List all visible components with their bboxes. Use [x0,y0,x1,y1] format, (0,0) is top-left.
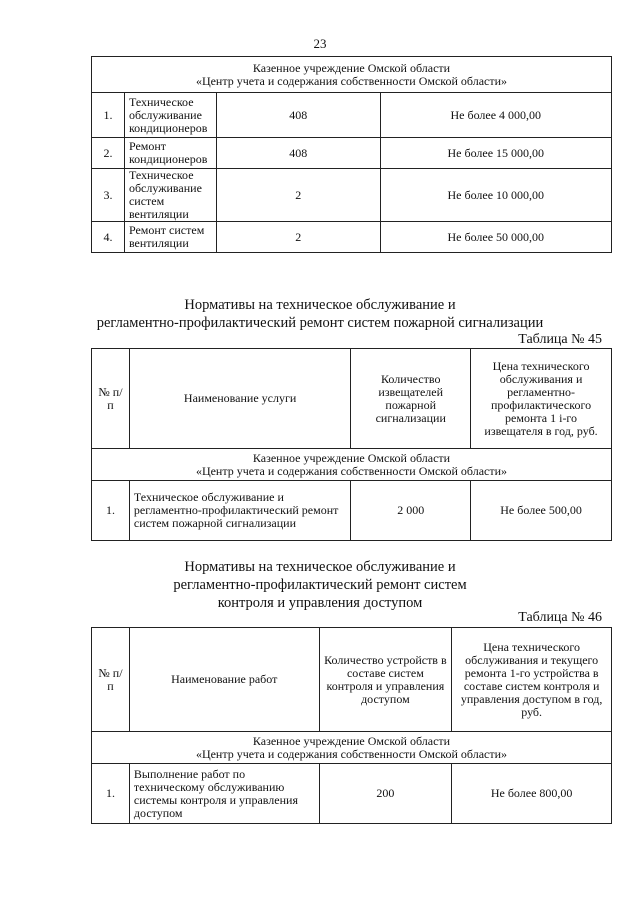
section-cell [92,449,612,481]
row-quantity: 408 [216,138,380,169]
table-row [92,222,612,253]
table-row [92,481,612,541]
header-number: № п/п [92,349,130,449]
row-number: 2. [92,138,125,169]
section-cell [92,57,612,93]
table-section-row [92,449,612,481]
section-line-1: Казенное учреждение Омской области [252,733,451,748]
row-quantity: 2 [216,169,380,222]
table-header-row [92,349,612,449]
page-number: 23 [313,36,327,51]
row-name: Техническое обслуживание и регламентно-профилактический ремонт систем пожарной сигнализации [129,481,350,541]
row-number: 1. [92,764,130,824]
table-section-row [92,732,612,764]
section-line-2: «Центр учета и содержания собственности Омской области» [195,73,508,88]
row-name: Выполнение работ по техническому обслуживанию системы контроля и управления доступом [129,764,319,824]
row-price: Не более 500,00 [471,481,612,541]
row-quantity: 408 [216,93,380,138]
header-price: Цена технического обслуживания и текущего ремонта 1-го устройства в составе систем контроля и управления доступом в год, руб. [452,628,612,732]
table-46 [91,627,612,824]
row-number: 1. [92,93,125,138]
header-quantity: Количество устройств в составе систем контроля и управления доступом [319,628,452,732]
row-price: Не более 4 000,00 [380,93,611,138]
row-quantity: 2 000 [351,481,471,541]
header-name: Наименование услуги [129,349,350,449]
row-name: Техническое обслуживание кондиционеров [124,93,216,138]
header-number: № п/п [92,628,130,732]
row-quantity: 2 [216,222,380,253]
heading-line-1: Нормативы на техническое обслуживание и [184,297,456,313]
heading-line-3: контроля и управления доступом [217,595,423,611]
row-quantity: 200 [319,764,452,824]
section46-heading [0,558,640,612]
section-line-2: «Центр учета и содержания собственности Омской области» [195,746,508,761]
section-line-2: «Центр учета и содержания собственности Омской области» [195,463,508,478]
table-section-row [92,57,612,93]
row-number: 1. [92,481,130,541]
table-row [92,93,612,138]
row-number: 4. [92,222,125,253]
heading-line-2: регламентно-профилактический ремонт систем [173,577,467,593]
heading-line-2: регламентно-профилактический ремонт систем пожарной сигнализации [96,315,544,331]
heading-line-1: Нормативы на техническое обслуживание и [184,559,456,575]
row-number: 3. [92,169,125,222]
table-header-row [92,628,612,732]
row-price: Не более 50 000,00 [380,222,611,253]
section-line-1: Казенное учреждение Омской области [252,60,451,75]
header-price: Цена технического обслуживания и регламентно-профилактического ремонта 1 i-го извещателя в год, руб. [471,349,612,449]
row-price: Не более 15 000,00 [380,138,611,169]
table-row [92,764,612,824]
section45-heading [0,296,640,332]
header-quantity: Количество извещателей пожарной сигнализации [351,349,471,449]
table-45-label: Таблица № 45 [518,332,602,347]
table-conditioners [91,56,612,253]
row-name: Техническое обслуживание систем вентиляции [124,169,216,222]
row-name: Ремонт систем вентиляции [124,222,216,253]
section-cell [92,732,612,764]
table-row [92,169,612,222]
table-row [92,138,612,169]
row-price: Не более 800,00 [452,764,612,824]
header-name: Наименование работ [129,628,319,732]
row-name: Ремонт кондиционеров [124,138,216,169]
table-46-label: Таблица № 46 [518,610,602,625]
table-45 [91,348,612,541]
row-price: Не более 10 000,00 [380,169,611,222]
section-line-1: Казенное учреждение Омской области [252,450,451,465]
